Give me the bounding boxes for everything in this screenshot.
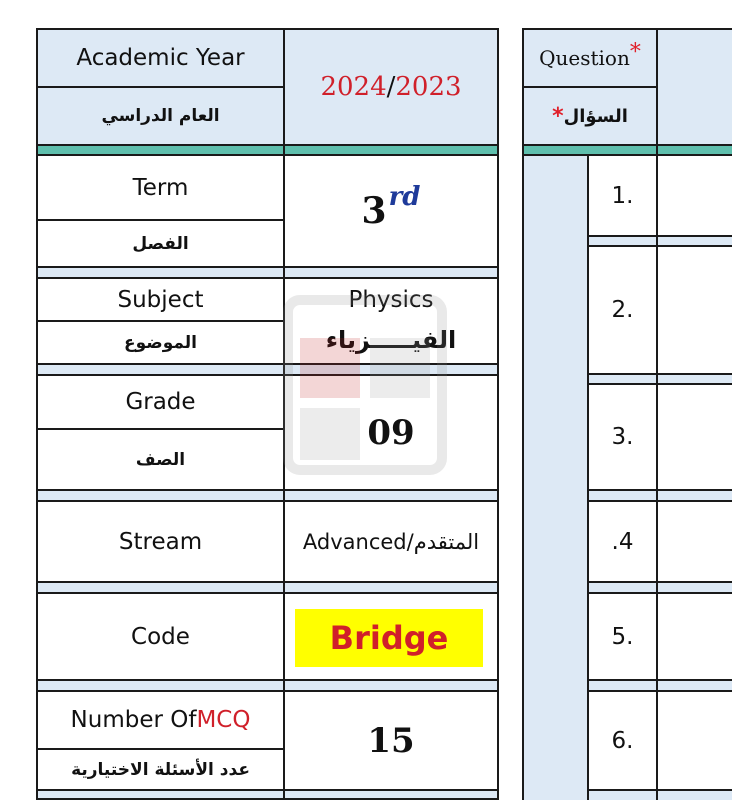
question-number: 3. <box>611 424 634 450</box>
row-band <box>588 680 732 690</box>
term-label: Term <box>132 174 189 201</box>
academic-year-label: Academic Year <box>76 45 245 71</box>
question-number: 2. <box>611 297 634 323</box>
subject-value: Physics <box>348 287 434 313</box>
row-band <box>588 582 732 592</box>
question-number: 6. <box>611 727 634 754</box>
stream-value: Advanced/المتقدم <box>302 529 480 554</box>
term-label-ar: الفصل <box>132 233 189 254</box>
grade-value: 09 <box>367 412 415 453</box>
question-number: .4 <box>611 528 634 555</box>
question-side-column <box>524 154 588 800</box>
info-header-separator <box>37 145 498 154</box>
grade-label-ar: الصف <box>135 449 186 470</box>
question-header-ar: السؤال * <box>552 103 628 129</box>
question-header: Question * <box>539 39 641 70</box>
term-value: 3 rd <box>361 182 421 232</box>
grade-label: Grade <box>125 389 196 415</box>
question-number: 1. <box>611 182 634 209</box>
academic-year-label-ar: العام الدراسي <box>101 106 220 126</box>
subject-label-ar: الموضوع <box>124 332 197 353</box>
subject-label: Subject <box>117 286 204 313</box>
academic-year-value: 2024 / 2023 <box>320 72 462 102</box>
question-number: 5. <box>611 623 634 650</box>
mcq-label: Number Of MCQ <box>70 707 251 733</box>
mcq-value: 15 <box>367 720 415 761</box>
stream-label: Stream <box>118 528 203 555</box>
row-band <box>588 790 732 800</box>
code-label: Code <box>131 623 190 650</box>
row-band <box>588 490 732 500</box>
question-header-separator <box>524 145 732 154</box>
subject-value-ar: الفيـــــزياء <box>325 326 457 354</box>
mcq-label-ar: عدد الأسئلة الاختيارية <box>71 759 250 780</box>
code-value: Bridge <box>329 619 449 657</box>
